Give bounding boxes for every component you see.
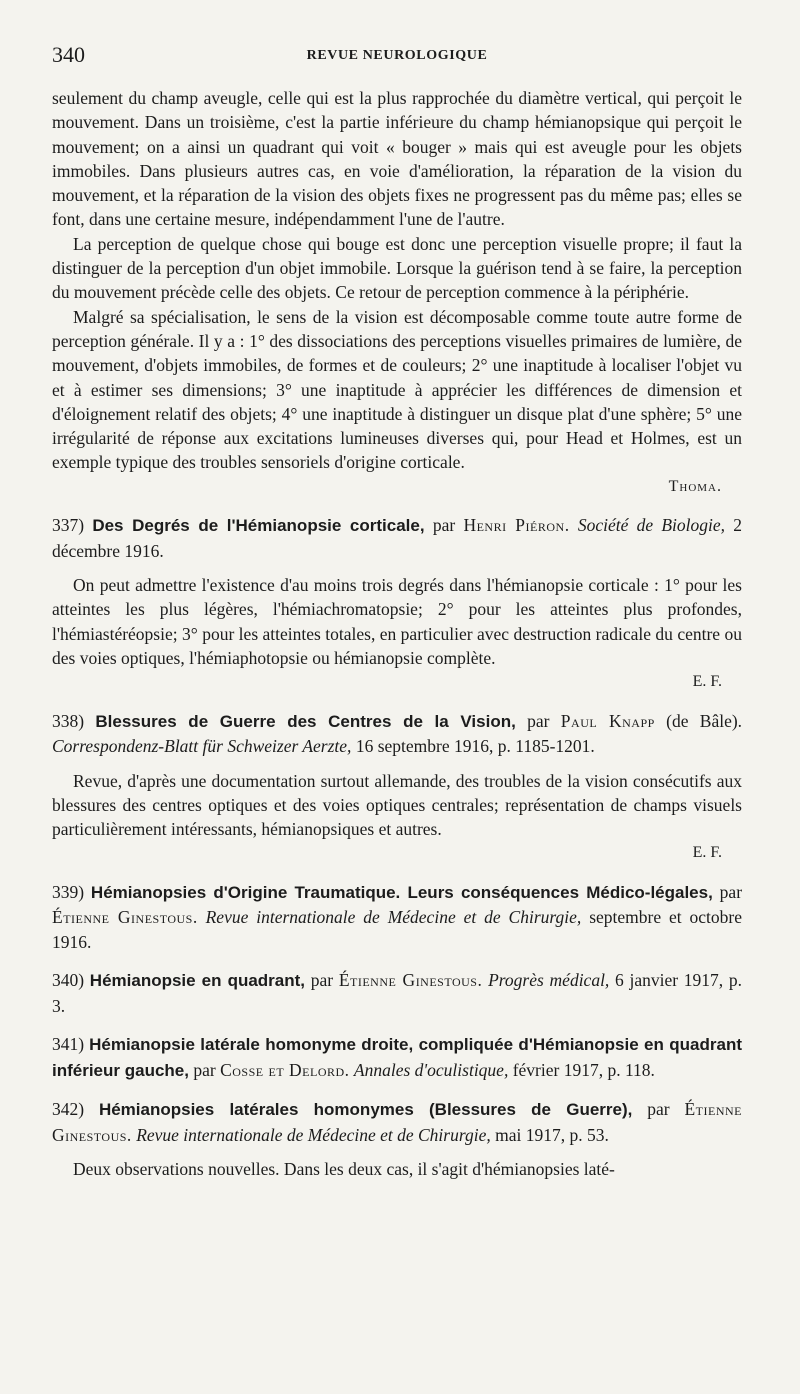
- entry-title: Blessures de Guerre des Centres de la Vision,: [95, 711, 516, 731]
- entry-author: Étienne Ginestous.: [52, 1099, 742, 1145]
- entry-source: Revue internationale de Médecine et de Chirurgie,: [205, 907, 582, 928]
- signature: E. F.: [692, 844, 722, 862]
- entry-title: Des Degrés de l'Hémianopsie corticale,: [92, 516, 425, 536]
- entry-number: 341): [52, 1034, 85, 1055]
- entry-source: Société de Biologie,: [577, 515, 726, 536]
- entry-details: 16 septembre 1916, p. 1185-1201.: [355, 736, 595, 757]
- entry-title: Hémianopsies d'Origine Traumatique. Leurs conséquences Médico-légales,: [90, 882, 713, 902]
- entry-source: Progrès médical,: [488, 970, 610, 991]
- entry-body: Deux observations nouvelles. Dans les deux cas, il s'agit d'hémianopsies laté-: [73, 1159, 615, 1180]
- entry-details: 6 janvier 1917, p. 3.: [52, 970, 743, 1016]
- entry-par: par: [310, 970, 334, 991]
- entry-heading-340: [52, 968, 742, 1018]
- entry-heading-342: [52, 1097, 742, 1147]
- entry-source: Revue internationale de Médecine et de Chirurgie,: [136, 1124, 491, 1145]
- entry-number: 338): [52, 710, 85, 731]
- entry-number: 337): [52, 515, 85, 536]
- entry-author: Étienne Ginestous.: [52, 907, 198, 928]
- entry-heading-339: [52, 880, 742, 955]
- entry-heading-341: [52, 1032, 742, 1083]
- entry-par: par: [432, 515, 456, 536]
- entry-title: Hémianopsie latérale homonyme droite, compliquée d'Hémianopsie en quadrant inférieur gauche,: [52, 1035, 742, 1080]
- entry-details: septembre et octobre 1916.: [52, 907, 743, 952]
- signature: Thoma.: [668, 477, 722, 495]
- entry-title: Hémianopsies latérales homonymes (Blessures de Guerre),: [98, 1100, 633, 1120]
- entry-details: 2 décembre 1916.: [52, 515, 743, 561]
- entry-details: mai 1917, p. 53.: [495, 1124, 609, 1145]
- entry-body: Revue, d'après une documentation surtout allemande, des troubles de la vision consécutifs aux blessures des centres optiques et des voies optiques centrales; représentation de champs visuels particulièrement intéressants, hémianopsiques et autres.: [52, 770, 742, 840]
- entry-author: Cosse et Delord.: [220, 1059, 350, 1080]
- paragraph: seulement du champ aveugle, celle qui est la plus rapprochée du diamètre vertical, qui perçoit le mouvement. Dans un troisième, c'est la partie inférieure du champ hémianopsique qui perçoit le mouvement; on a ainsi un quadrant qui voit « bouger » mais qui est aveugle pour les objets immobiles. Dans plusieurs autres cas, en voie d'amélioration, la réparation de la vision du mouvement, et la réparation de la vision des objets fixes ne progressent pas du même pas; elles se font, dans une certaine mesure, indépendamment l'une de l'autre.: [52, 88, 742, 230]
- entry-number: 342): [52, 1099, 85, 1120]
- entry-heading-338: [52, 709, 742, 759]
- entry-source: Annales d'oculistique,: [353, 1059, 509, 1080]
- running-head: [52, 42, 742, 72]
- entry-number: 339): [52, 881, 85, 902]
- paragraph: Malgré sa spécialisation, le sens de la vision est décomposable comme toute autre forme de perception générale. Il y a : 1° des dissociations des perceptions visuelles primaires de lumière, de mouvement, d'objets immobiles, de formes et de couleurs; 2° une inaptitude à localiser l'objet vu et à estimer ses dimensions; 3° une inaptitude à apprécier les différences de dimension et d'éloignement relatif des objets; 4° une inaptitude à distinguer un disque plat d'une sphère; 5° une irrégularité de réponse aux excitations lumineuses diverses qui, pour Head et Holmes, est un exemple typique des troubles sensoriels d'origine corticale.: [52, 306, 742, 473]
- entry-par: par: [527, 710, 550, 731]
- paragraph: La perception de quelque chose qui bouge est donc une perception visuelle propre; il faut la distinguer de la perception d'un objet immobile. Lorsque la guérison tend à se faire, la perception du mouvement précède celle des objets. Ce retour de perception commence à la périphérie.: [52, 233, 742, 303]
- entry-affiliation: (de Bâle).: [666, 710, 743, 731]
- entry-details: février 1917, p. 118.: [512, 1059, 655, 1080]
- entry-par: par: [719, 881, 743, 902]
- page-number: 340: [52, 42, 85, 67]
- entry-par: par: [193, 1059, 216, 1080]
- entry-par: par: [647, 1099, 670, 1120]
- entry-heading-337: [52, 513, 742, 563]
- entry-number: 340): [52, 970, 85, 991]
- signature: E. F.: [692, 673, 722, 691]
- entry-author: Paul Knapp: [560, 710, 655, 731]
- entry-source: Correspondenz-Blatt für Schweizer Aerzte,: [52, 736, 352, 757]
- entry-title: Hémianopsie en quadrant,: [89, 971, 306, 991]
- document-page: [52, 42, 742, 1182]
- entry-body: On peut admettre l'existence d'au moins trois degrés dans l'hémianopsie corticale : 1° pour les atteintes les plus légères, l'hémiachromatopsie; 2° pour les atteintes plus profondes, l'hémiastéréopsie; 3° pour les atteintes totales, en particulier avec destruction radicale du centre ou des voies optiques, l'hémiaphotopsie ou hémianopsie complète.: [52, 575, 742, 668]
- entry-author: Étienne Ginestous.: [338, 970, 483, 991]
- journal-title: REVUE NEUROLOGIQUE: [306, 48, 488, 63]
- entry-author: Henri Piéron.: [463, 515, 570, 536]
